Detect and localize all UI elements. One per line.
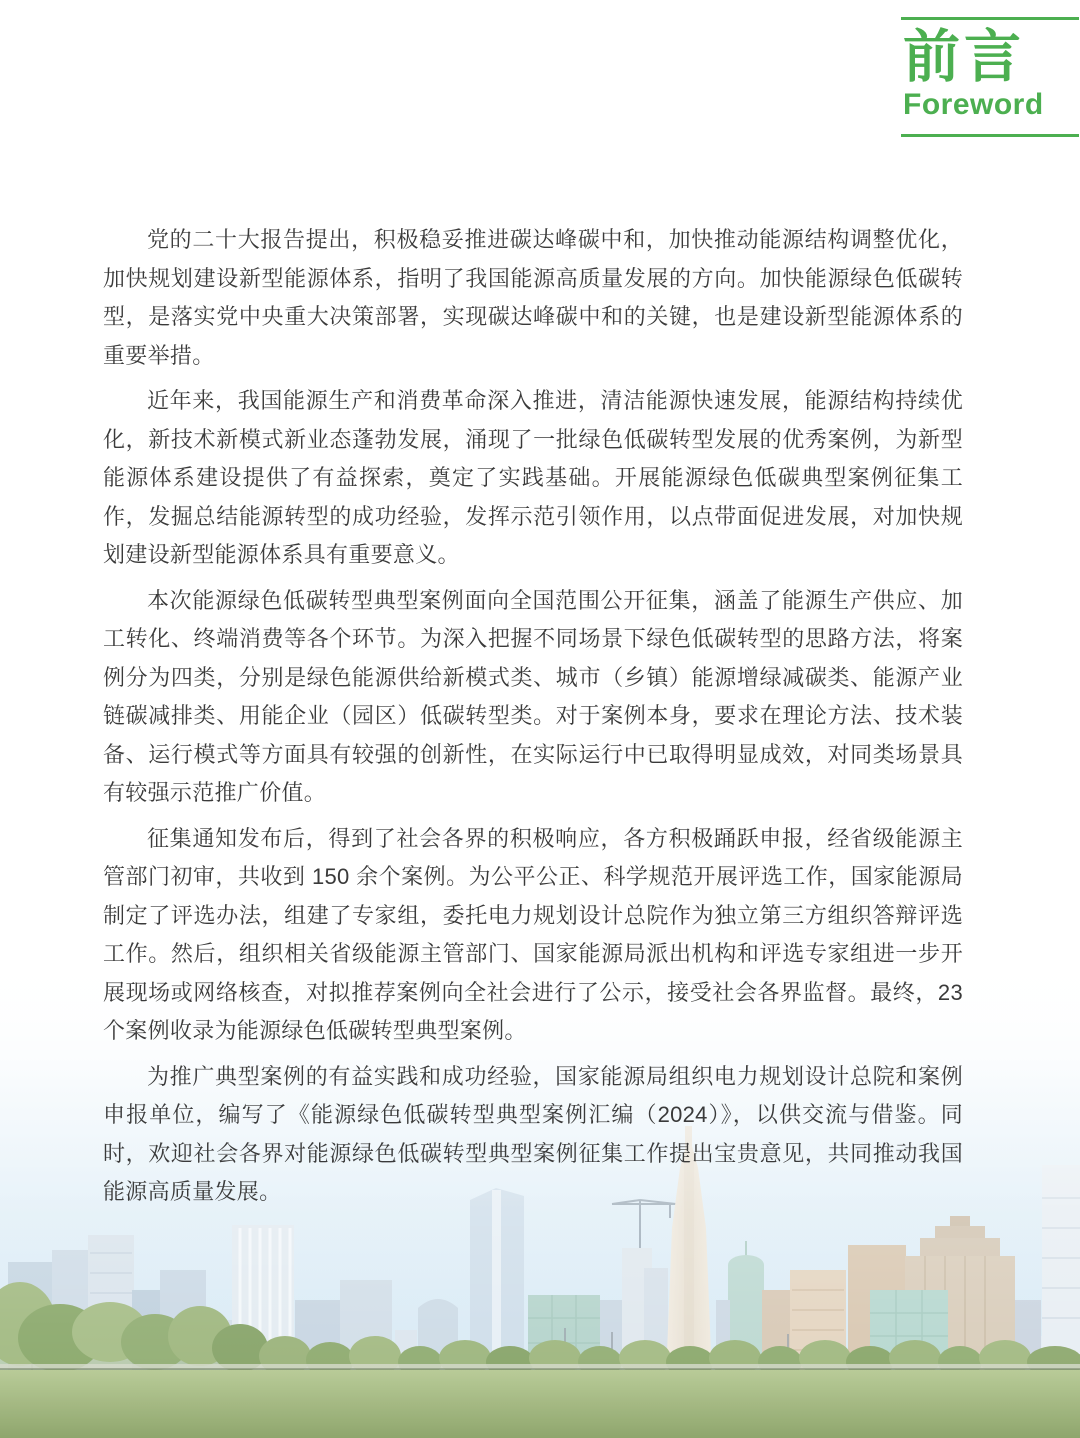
paragraph-3: 本次能源绿色低碳转型典型案例面向全国范围公开征集，涵盖了能源生产供应、加工转化、终端消费等各个环节。为深入把握不同场景下绿色低碳转型的思路方法，将案例分为四类，分别是绿色能源供给新模式类、城市（乡镇）能源增绿减碳类、能源产业链碳减排类、用能企业（园区）低碳转型类。对于案例本身，要求在理论方法、技术装备、运行模式等方面具有较强的创新性，在实际运行中已取得明显成效，对同类场景具有较强示范推广价值。 [103,587,963,805]
page-subtitle: Foreword [903,88,1044,121]
paragraph-1: 党的二十大报告提出，积极稳妥推进碳达峰碳中和，加快推动能源结构调整优化，加快规划建设新型能源体系，指明了我国能源高质量发展的方向。加快能源绿色低碳转型，是落实党中央重大决策部署，实现碳达峰碳中和的关键，也是建设新型能源体系的重要举措。 [103,227,963,368]
paragraph-2: 近年来，我国能源生产和消费革命深入推进，清洁能源快速发展，能源结构持续优化，新技术新模式新业态蓬勃发展，涌现了一批绿色低碳转型发展的优秀案例，为新型能源体系建设提供了有益探索，奠定了实践基础。开展能源绿色低碳典型案例征集工作，发掘总结能源转型的成功经验，发挥示范引领作用，以点带面促进发展，对加快规划建设新型能源体系具有重要意义。 [103,388,963,567]
paragraph-4: 征集通知发布后，得到了社会各界的积极响应，各方积极踊跃申报，经省级能源主管部门初审，共收到 150 余个案例。为公平公正、科学规范开展评选工作，国家能源局制定了评选办法，组建了专家组，委托电力规划设计总院作为独立第三方组织答辩评选工作。然后，组织相关省级能源主管部门、国家能源局派出机构和评选专家组进一步开展现场或网络核查，对拟推荐案例向全社会进行了公示，接受社会各界监督。最终，23 个案例收录为能源绿色低碳转型典型案例。 [103,825,963,1043]
page-title: 前言 [903,25,1025,89]
foreword-body [103,221,963,1219]
paragraph-5: 为推广典型案例的有益实践和成功经验，国家能源局组织电力规划设计总院和案例申报单位，编写了《能源绿色低碳转型典型案例汇编（2024）》，以供交流与借鉴。同时，欢迎社会各界对能源绿色低碳转型典型案例征集工作提出宝贵意见，共同推动我国能源高质量发展。 [103,1063,963,1204]
page-header [901,17,1079,137]
